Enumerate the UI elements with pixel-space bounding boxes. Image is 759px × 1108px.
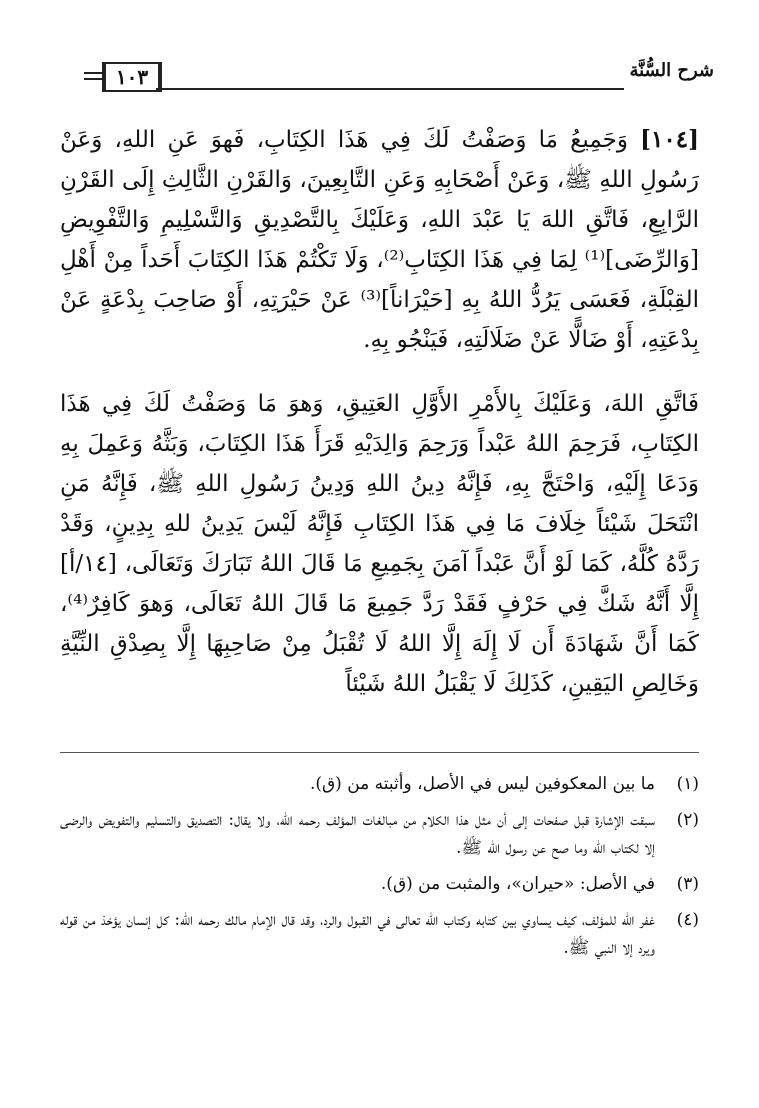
footnote-number: (٣) bbox=[676, 874, 699, 894]
page-number: ١٠٣ bbox=[102, 62, 162, 92]
running-title: شرح السُّنَّة bbox=[629, 60, 714, 81]
footnote-number: (٤) bbox=[676, 910, 699, 930]
paragraph-number: [١٠٤] bbox=[640, 126, 699, 153]
footnote-text: سبقت الإشارة قبل صفحات إلى أن مثل هذا الكلام من مبالغات المؤلف رحمه الله، ولا يقال: التصديق والتسليم والتفويض والرضى إلا لكتاب الله وما صح عن رسول الله ﷺ. bbox=[60, 810, 655, 858]
footnote-text: غفر الله للمؤلف، كيف يساوي بين كتابه وكتاب الله تعالى في القبول والرد، وقد قال الإمام مالك رحمه الله: كل إنسان يؤخذ من قوله ويرد إلا النبي ﷺ. bbox=[60, 910, 655, 958]
paragraph-104 bbox=[60, 120, 699, 360]
footnote bbox=[60, 806, 699, 862]
paragraph-continuation bbox=[60, 384, 699, 704]
footnote bbox=[60, 770, 699, 798]
footnote-text: في الأصل: «حيران»، والمثبت من (ق). bbox=[380, 874, 655, 894]
footnote bbox=[60, 870, 699, 898]
footnote-separator bbox=[60, 752, 699, 753]
footnote-number: (٢) bbox=[676, 810, 699, 830]
footnotes bbox=[60, 770, 699, 970]
paragraph-text: فَاتَّقِ اللهَ، وَعَلَيْكَ بِالأَمْرِ الأَوَّلِ العَتِيقِ، وَهوَ مَا وَصَفْتُ لَكَ فِي هَذَا الكِتَابِ، فَرَحِمَ اللهُ عَبْداً وَرَحِمَ وَالِدَيْهِ قَرَأَ هَذَا الكِتَابَ، وَبَثَّهُ وَعَمِلَ بِهِ وَدَعَا إِلَيْهِ، وَاحْتَجَّ بِهِ، فَإِنَّهُ دِينُ اللهِ وَدِينُ رَسُولِ اللهِ ﷺ، فَإِنَّهُ مَنِ انْتَحَلَ شَيْئاً خِلَافَ مَا فِي هَذَا الكِتَابِ فَإِنَّهُ لَيْسَ يَدِينُ للهِ بِدِينٍ، وَقَدْ رَدَّهُ كُلَّهُ، كَمَا لَوْ أَنَّ عَبْداً آمَنَ بِجَمِيعِ مَا قَالَ اللهُ تَبَارَكَ وَتَعَالَى، [١٤/أ] إِلَّا أَنَّهُ شَكَّ فِي حَرْفٍ فَقَدْ رَدَّ جَمِيعَ مَا قَالَ اللهُ تَعَالَى، وَهوَ كَافِرٌ⁽⁴⁾، كَمَا أَنَّ شَهَادَةَ أَن لَا إِلَهَ إِلَّا اللهُ لَا تُقْبَلُ مِنْ صَاحِبِهَا إِلَّا بِصِدْقِ النِّيَّةِ وَخَالِصِ اليَقِينِ، كَذَلِكَ لَا يَقْبَلُ اللهُ شَيْئاً bbox=[60, 391, 699, 697]
header-rule bbox=[156, 88, 624, 90]
main-text bbox=[60, 120, 699, 704]
header-ornament-line bbox=[84, 72, 102, 74]
footnote-text: ما بين المعكوفين ليس في الأصل، وأثبته من (ق). bbox=[309, 774, 655, 794]
page-header bbox=[84, 58, 714, 98]
footnote-number: (١) bbox=[676, 774, 699, 794]
footnote bbox=[60, 906, 699, 962]
header-ornament-line bbox=[84, 78, 102, 80]
paragraph-text: وَجَمِيعُ مَا وَصَفْتُ لَكَ فِي هَذَا الكِتَابِ، فَهوَ عَنِ اللهِ، وَعَنْ رَسُولِ اللهِ ﷺ، وَعَنْ أَصْحَابِهِ وَعَنِ التَّابِعِينَ، وَالقَرْنِ الثَّالِثِ إِلَى القَرْنِ الرَّابِعِ، فَاتَّقِ اللهَ يَا عَبْدَ اللهِ، وَعَلَيْكَ بِالتَّصْدِيقِ وَالتَّسْلِيمِ وَالتَّفْوِيضِ [وَالرِّضَى]⁽¹⁾ لِمَا فِي هَذَا الكِتَابِ⁽²⁾، وَلَا تَكْتُمْ هَذَا الكِتَابَ أَحَداً مِنْ أَهْلِ القِبْلَةِ، فَعَسَى يَرُدُّ اللهُ بِهِ [حَيْرَاناً]⁽³⁾ عَنْ حَيْرَتِهِ، أَوْ صَاحِبَ بِدْعَةٍ عَنْ بِدْعَتِهِ، أَوْ ضَالًّا عَنْ ضَلَالَتِهِ، فَيَنْجُو بِهِ. bbox=[60, 127, 700, 353]
